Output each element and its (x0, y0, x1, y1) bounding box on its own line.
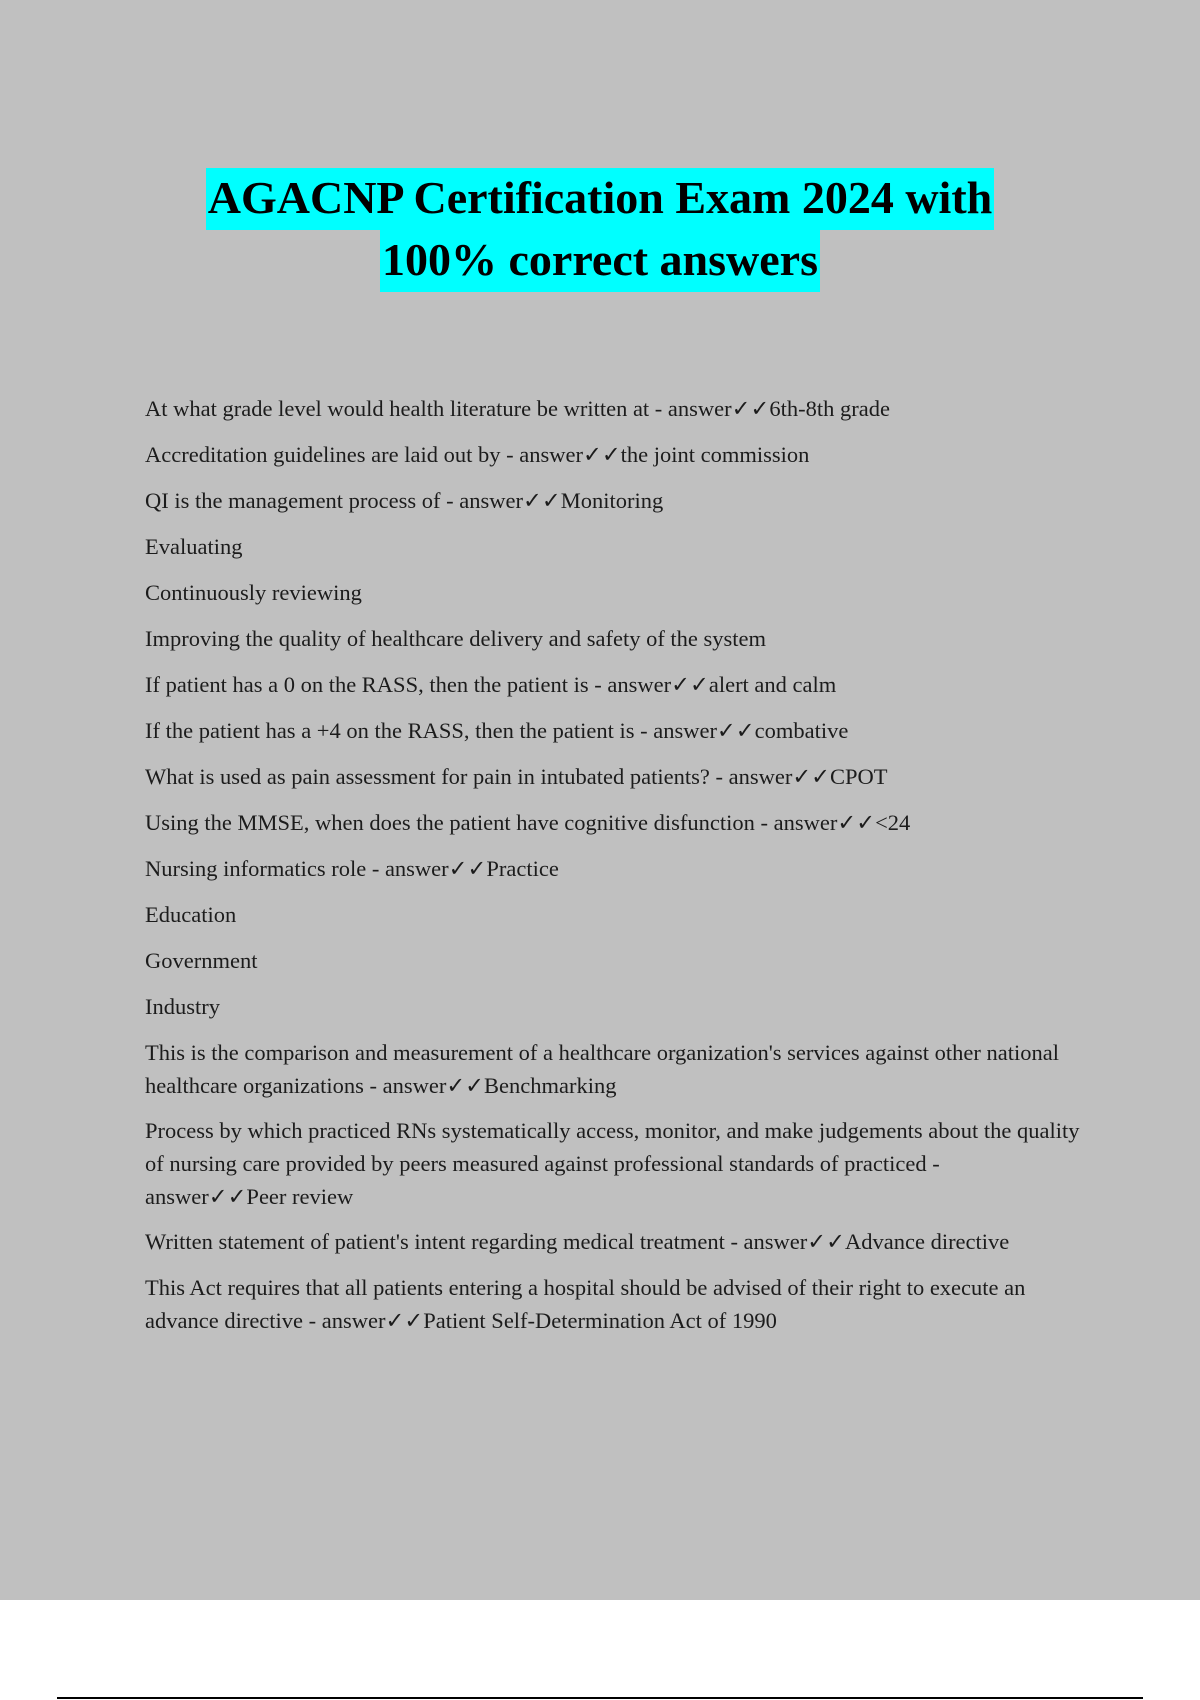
title-line-1: AGACNP Certification Exam 2024 with (206, 168, 994, 230)
qa-line: Improving the quality of healthcare delivery and safety of the system (145, 626, 767, 651)
qa-line: What is used as pain assessment for pain in intubated patients? - answer✓✓CPOT (145, 764, 888, 789)
qa-line: Government (145, 948, 258, 973)
qa-line: Continuously reviewing (145, 580, 362, 605)
qa-line: Nursing informatics role - answer✓✓Practice (145, 856, 559, 881)
qa-line: Process by which practiced RNs systematically access, monitor, and make judgements about the quality of nursing care provided by peers measured against professional standards of practiced - answer✓✓Peer review (145, 1118, 1080, 1209)
qa-line: If patient has a 0 on the RASS, then the patient is - answer✓✓alert and calm (145, 672, 837, 697)
qa-line: Education (145, 902, 237, 927)
footer-divider (57, 1697, 1143, 1699)
qa-line: Written statement of patient's intent regarding medical treatment - answer✓✓Advance directive (145, 1229, 1010, 1254)
qa-line: Accreditation guidelines are laid out by - answer✓✓the joint commission (145, 442, 810, 467)
qa-line: Using the MMSE, when does the patient have cognitive disfunction - answer✓✓<24 (145, 810, 911, 835)
qa-line: Industry (145, 994, 220, 1019)
qa-line: If the patient has a +4 on the RASS, then the patient is - answer✓✓combative (145, 718, 849, 743)
qa-line: At what grade level would health literature be written at - answer✓✓6th-8th grade (145, 396, 890, 421)
qa-line: Evaluating (145, 534, 243, 559)
qa-line: This Act requires that all patients entering a hospital should be advised of their right to execute an advance directive - answer✓✓Patient Self-Determination Act of 1990 (145, 1275, 1026, 1333)
document-title (0, 168, 1200, 292)
qa-line: QI is the management process of - answer✓✓Monitoring (145, 488, 664, 513)
qa-line: This is the comparison and measurement of a healthcare organization's services against other national healthcare organizations - answer✓✓Benchmarking (145, 1040, 1059, 1098)
title-line-2: 100% correct answers (380, 230, 820, 292)
qa-list (145, 392, 1085, 1337)
